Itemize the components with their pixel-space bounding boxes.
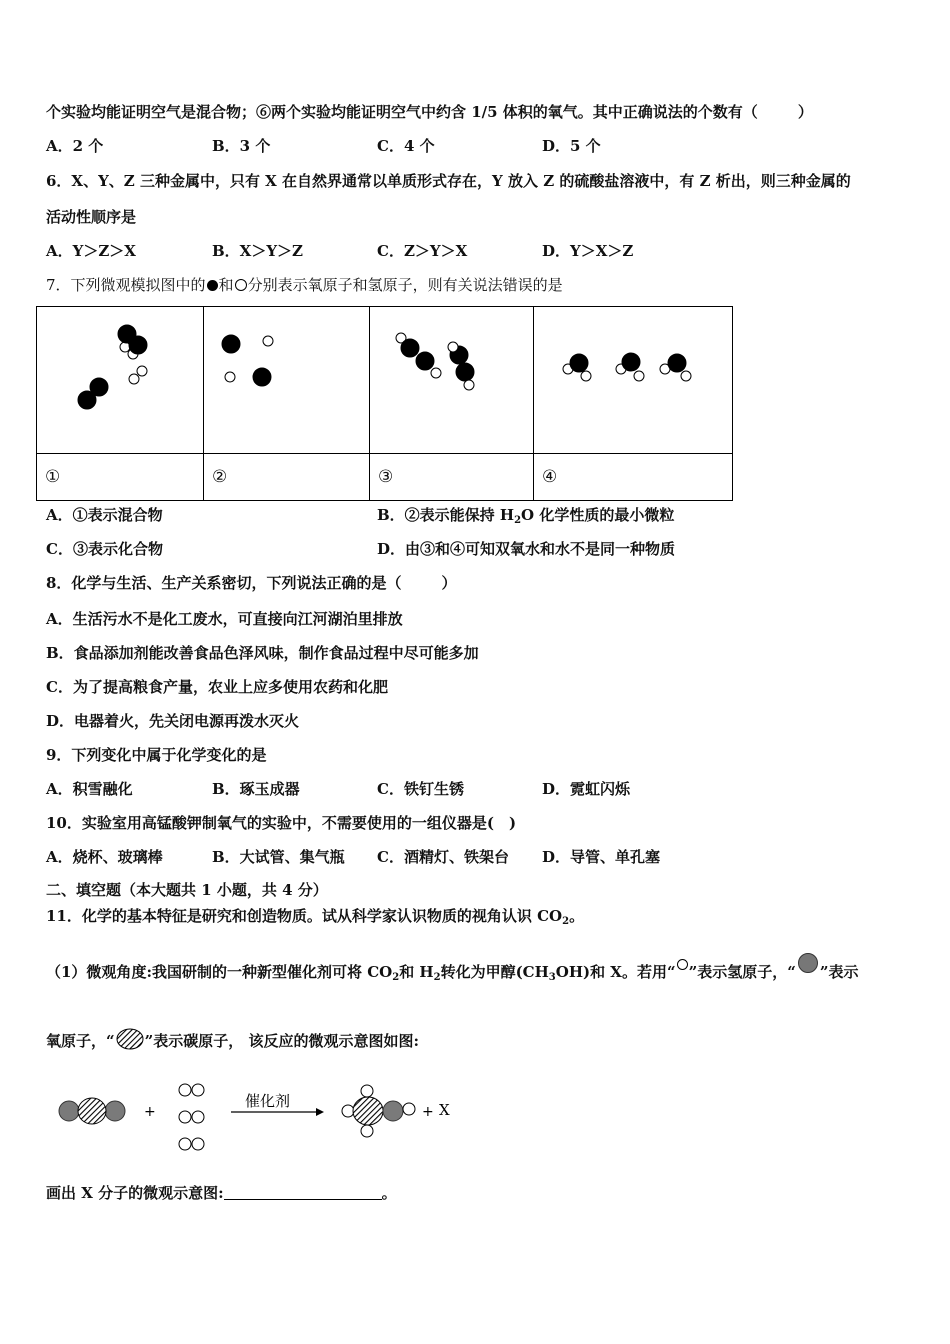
q7-stem <box>46 275 563 295</box>
q7-molecule-table <box>36 306 733 501</box>
arrow-head-icon <box>316 1108 324 1116</box>
q7-stem-b: 和 <box>218 276 234 294</box>
q11-p1-sub3: 3 <box>548 972 556 983</box>
q6-stem-line2: 活动性顺序是 <box>46 208 137 226</box>
q11-p2-b: ”表示碳原子， 该反应的微观示意图如图: <box>144 1032 420 1050</box>
panel-3-diagram <box>370 307 534 454</box>
panel-1-molecules <box>37 307 203 453</box>
plus-sign-2: + <box>422 1104 434 1120</box>
plus-sign-1: + <box>144 1104 156 1120</box>
reaction-svg <box>50 1076 470 1160</box>
q9-option-b[interactable]: B．琢玉成器 <box>212 780 300 798</box>
hydrogen-atom-icon <box>235 279 247 291</box>
q7-option-d[interactable]: D．由③和④可知双氧水和水不是同一种物质 <box>377 540 676 558</box>
q6-option-c[interactable]: C．Z＞Y＞X <box>377 242 468 260</box>
answer-blank[interactable] <box>224 1183 382 1200</box>
oxygen-atom-icon <box>207 280 218 291</box>
q5-stem <box>46 102 813 122</box>
q11-stem-post: 。 <box>569 907 585 925</box>
q7-option-a[interactable]: A．①表示混合物 <box>46 506 163 524</box>
panel-3-molecules <box>370 307 533 453</box>
panel-1-label: ① <box>37 454 204 501</box>
q11-p2-a: 氧原子，“ <box>46 1032 115 1050</box>
q9-option-a[interactable]: A．积雪融化 <box>46 780 133 798</box>
co2-molecule <box>59 1098 125 1124</box>
q11-p1-sub2: 2 <box>433 972 441 983</box>
q10-option-c[interactable]: C．酒精灯、铁架台 <box>377 848 509 866</box>
panel-2-label: ② <box>204 454 370 501</box>
catalyst-label: 催化剂 <box>245 1092 291 1110</box>
q10-stem: 10．实验室用高锰酸钾制氧气的实验中，不需要使用的一组仪器是( ) <box>46 814 517 832</box>
q11-p1-c: 转化为甲醇(CH <box>440 963 549 981</box>
q10-option-d[interactable]: D．导管、单孔塞 <box>542 848 661 866</box>
q5-option-d[interactable]: D．5 个 <box>542 137 601 155</box>
q8-option-b[interactable]: B．食品添加剂能改善食品色泽风味，制作食品过程中尽可能多加 <box>46 644 479 662</box>
q11-p1-e: ”表示氢原子，“ <box>688 963 796 981</box>
reaction-diagram <box>50 1076 470 1160</box>
panel-4-label: ④ <box>534 454 733 501</box>
panel-3-label: ③ <box>370 454 534 501</box>
q10-option-a[interactable]: A．烧杯、玻璃棒 <box>46 848 163 866</box>
q8-stem-close: ） <box>441 574 457 592</box>
q7-option-b-pre: B．②表示能保持 H <box>377 506 515 524</box>
q10-option-b[interactable]: B．大试管、集气瓶 <box>212 848 345 866</box>
q11-answer-prompt: 画出 X 分子的微观示意图: <box>46 1184 224 1202</box>
oxygen-legend-icon <box>798 953 818 973</box>
q11-answer-end: 。 <box>381 1184 397 1202</box>
q8-option-a[interactable]: A．生活污水不是化工废水，可直接向江河湖泊里排放 <box>46 610 403 628</box>
q5-stem-close: ） <box>797 103 813 121</box>
q11-part1-line1 <box>46 953 858 982</box>
q11-stem-pre: 11．化学的基本特征是研究和创造物质。试从科学家认识物质的视角认识 CO <box>46 907 563 925</box>
q6-option-a[interactable]: A．Y＞Z＞X <box>46 242 136 260</box>
carbon-legend-icon <box>116 1028 144 1050</box>
q11-p1-a: （1）微观角度:我国研制的一种新型催化剂可将 CO <box>46 963 393 981</box>
q8-option-c[interactable]: C．为了提高粮食产量，农业上应多使用农药和化肥 <box>46 678 388 696</box>
q6-option-b[interactable]: B．X＞Y＞Z <box>212 242 303 260</box>
q11-stem <box>46 906 584 926</box>
q9-option-d[interactable]: D．霓虹闪烁 <box>542 780 631 798</box>
panel-4-diagram <box>534 307 733 454</box>
q9-stem: 9．下列变化中属于化学变化的是 <box>46 746 267 764</box>
product-x: X <box>439 1101 450 1119</box>
panel-4-molecules <box>534 307 732 453</box>
q8-option-d[interactable]: D．电器着火，先关闭电源再泼水灭火 <box>46 712 300 730</box>
q11-p1-sub1: 2 <box>392 972 400 983</box>
section-heading: 二、填空题（本大题共 1 小题，共 4 分） <box>46 881 328 899</box>
q5-option-a[interactable]: A．2 个 <box>46 137 104 155</box>
q7-option-b[interactable] <box>377 505 674 525</box>
q11-answer-line <box>46 1183 397 1203</box>
methanol-molecule <box>342 1085 415 1137</box>
q7-stem-c: 分别表示氧原子和氢原子，则有关说法错误的是 <box>247 276 563 294</box>
q8-stem <box>46 573 456 593</box>
panel-1-diagram <box>37 307 204 454</box>
q5-stem-text: 个实验均能证明空气是混合物；⑥两个实验均能证明空气中约含 1/5 体积的氧气。其中正确说法的个数有（ <box>46 103 758 121</box>
q7-option-b-post: O 化学性质的最小微粒 <box>521 506 675 524</box>
q11-p1-f: ”表示 <box>819 963 859 981</box>
q7-option-c[interactable]: C．③表示化合物 <box>46 540 163 558</box>
q5-option-c[interactable]: C．4 个 <box>377 137 435 155</box>
h2-molecules <box>179 1084 204 1150</box>
q7-stem-a: 7．下列微观模拟图中的 <box>46 276 206 294</box>
q11-stem-sub: 2 <box>562 916 570 927</box>
q6-option-d[interactable]: D．Y＞X＞Z <box>542 242 634 260</box>
q6-stem-line1: 6．X、Y、Z 三种金属中，只有 X 在自然界通常以单质形式存在，Y 放入 Z 的硫酸盐溶液中，有 Z 析出，则三种金属的 <box>46 172 851 190</box>
panel-2-molecules <box>204 307 369 453</box>
q7-option-b-sub: 2 <box>514 515 522 526</box>
q11-part1-line2 <box>46 1028 419 1051</box>
q8-stem-text: 8．化学与生活、生产关系密切，下列说法正确的是（ <box>46 574 402 592</box>
hydrogen-legend-icon <box>677 959 688 970</box>
q5-option-b[interactable]: B．3 个 <box>212 137 271 155</box>
panel-2-diagram <box>204 307 370 454</box>
q9-option-c[interactable]: C．铁钉生锈 <box>377 780 464 798</box>
q11-p1-b: 和 H <box>399 963 434 981</box>
q11-p1-d: OH)和 X。若用“ <box>555 963 676 981</box>
